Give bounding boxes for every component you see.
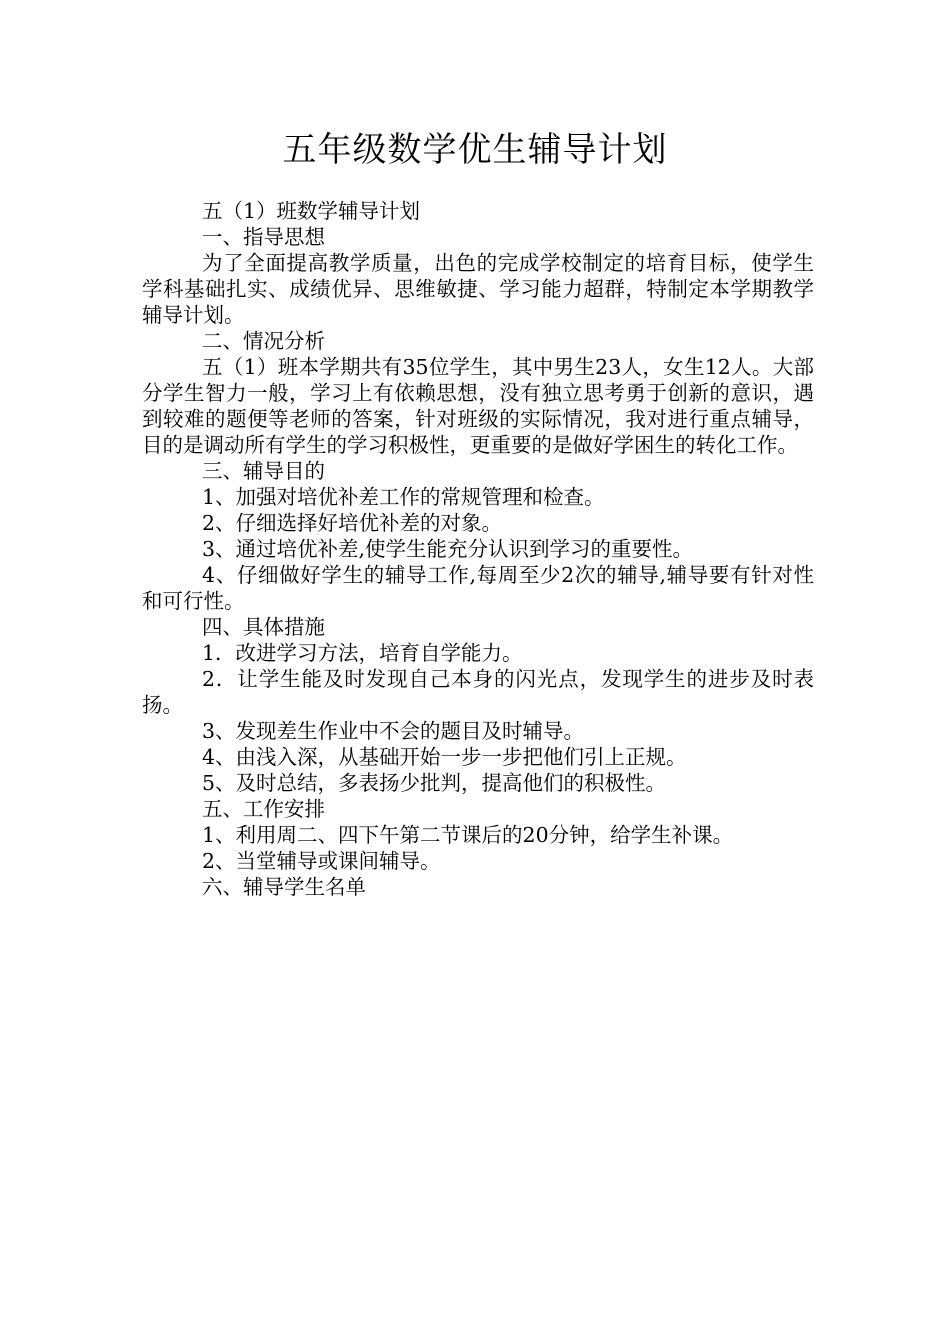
list-item-measure-3: 3、发现差生作业中不会的题目及时辅导。 — [202, 719, 585, 743]
list-item-measure-4: 4、由浅入深，从基础开始一步一步把他们引上正规。 — [202, 745, 687, 769]
document-title: 五年级数学优生辅导计划 — [282, 130, 668, 170]
section-heading-work-arrangement: 五、工作安排 — [202, 797, 325, 821]
class-plan-heading: 五（1）班数学辅导计划 — [202, 199, 421, 223]
section-heading-student-list: 六、辅导学生名单 — [202, 875, 366, 899]
list-item-goal-1: 1、加强对培优补差工作的常规管理和检查。 — [202, 485, 605, 509]
paragraph-situation-analysis: 五（1）班本学期共有35位学生，其中男生23人，女生12人。大部分学生智力一般，学习上有依赖思想，没有独立思考勇于创新的意识，遇到较难的题便等老师的答案，针对班级的实际情况，我对进行重点辅导，目的是调动所有学生的学习积极性，更重要的是做好学困生的转化工作。 — [142, 355, 814, 457]
list-item-measure-5: 5、及时总结，多表扬少批判，提高他们的积极性。 — [202, 771, 667, 795]
section-heading-tutoring-goals: 三、辅导目的 — [202, 459, 325, 483]
list-item-arrangement-2: 2、当堂辅导或课间辅导。 — [202, 849, 441, 873]
list-item-goal-3: 3、通过培优补差,使学生能充分认识到学习的重要性。 — [202, 537, 694, 561]
list-item-measure-1: 1．改进学习方法，培育自学能力。 — [202, 641, 523, 665]
document-body — [142, 198, 814, 900]
section-heading-situation-analysis: 二、情况分析 — [202, 329, 325, 353]
list-item-arrangement-1: 1、利用周二、四下午第二节课后的20分钟，给学生补课。 — [202, 823, 734, 847]
section-heading-measures: 四、具体措施 — [202, 615, 325, 639]
list-item-goal-4: 4、仔细做好学生的辅导工作,每周至少2次的辅导,辅导要有针对性和可行性。 — [142, 563, 814, 613]
paragraph-guiding-idea: 为了全面提高教学质量，出色的完成学校制定的培育目标，使学生学科基础扎实、成绩优异、思维敏捷、学习能力超群，特制定本学期教学辅导计划。 — [142, 251, 814, 327]
list-item-measure-2: 2．让学生能及时发现自己本身的闪光点，发现学生的进步及时表扬。 — [142, 667, 814, 717]
section-heading-guiding-idea: 一、指导思想 — [202, 225, 325, 249]
list-item-goal-2: 2、仔细选择好培优补差的对象。 — [202, 511, 503, 535]
